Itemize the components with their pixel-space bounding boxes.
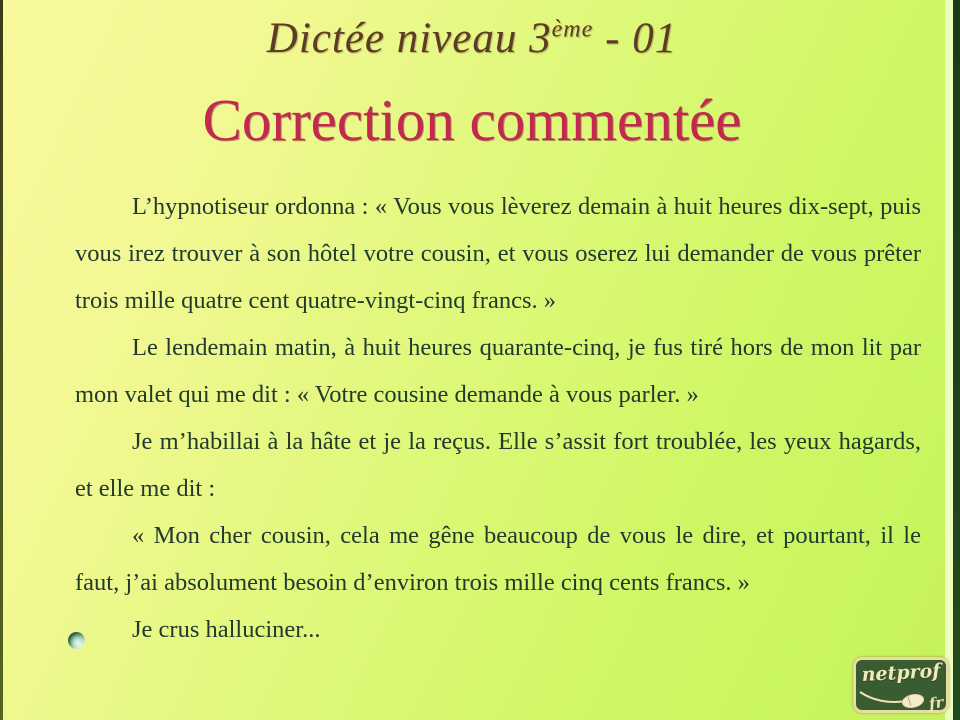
dictation-text bbox=[75, 183, 921, 653]
paragraph-5: Je crus halluciner... bbox=[132, 616, 321, 643]
right-frame-edge-dark bbox=[953, 0, 960, 720]
netprof-tld-text: fr bbox=[927, 693, 945, 713]
mouse-icon bbox=[858, 686, 932, 708]
paragraph-1: L’hypnotiseur ordonna : « Vous vous lèverez demain à huit heures dix-sept, puis vous irez trouver à son hôtel votre cousin, et vous oserez lui demander de vous prêter trois mille quatre cent quatre-vingt-cinq francs. » bbox=[75, 193, 921, 314]
slide-subtitle: Correction commentée bbox=[202, 87, 742, 153]
paragraph-2: Le lendemain matin, à huit heures quarante-cinq, je fus tiré hors de mon lit par mon valet qui me dit : « Votre cousine demande à vous parler. » bbox=[75, 334, 921, 408]
slide-title bbox=[0, 14, 944, 63]
slide-title-superscript: ème bbox=[551, 16, 594, 43]
paragraph-3: Je m’habillai à la hâte et je la reçus. Elle s’assit fort troublée, les yeux hagards, et elle me dit : bbox=[75, 428, 921, 502]
slide-title-suffix: - 01 bbox=[593, 15, 678, 62]
sphere-bullet-icon bbox=[68, 632, 85, 649]
paragraph-4: « Mon cher cousin, cela me gêne beaucoup de vous le dire, et pourtant, il le faut, j’ai absolument besoin d’environ trois mille cinq cents francs. » bbox=[75, 522, 921, 596]
right-frame-edge-light bbox=[945, 0, 953, 720]
netprof-brand-text: netprof bbox=[861, 659, 941, 687]
netprof-logo bbox=[853, 657, 949, 713]
slide-title-text: Dictée niveau 3 bbox=[266, 15, 552, 62]
